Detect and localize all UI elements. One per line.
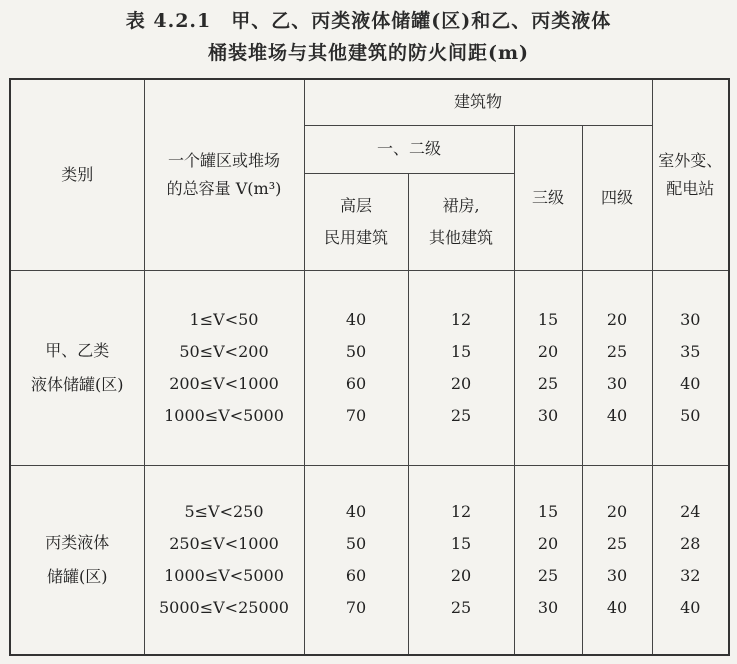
header-substation-line1: 室外变、 (658, 150, 723, 170)
header-podium-line1: 裙房, (442, 195, 480, 215)
table-caption-line2: 桶装堆场与其他建筑的防火间距(m) (207, 42, 530, 64)
range-value: 50≤V<200 (179, 341, 269, 361)
grade3-value: 15 (537, 309, 559, 329)
high-rise-value: 50 (345, 341, 367, 361)
category-line1: 甲、乙类 (45, 340, 110, 360)
grade4-cell (582, 270, 652, 465)
high-rise-value: 50 (345, 533, 367, 553)
header-category: 类别 (10, 79, 144, 270)
substation-value: 40 (680, 373, 701, 393)
podium-value: 20 (450, 565, 472, 585)
podium-cell (408, 465, 514, 655)
grade4-value: 30 (606, 565, 628, 585)
category-line1: 丙类液体 (45, 532, 110, 552)
high-rise-value: 60 (345, 373, 367, 393)
fire-distance-table (9, 78, 730, 656)
table-row-group-2 (10, 465, 729, 655)
substation-cell (652, 270, 729, 465)
grade3-value: 25 (537, 373, 559, 393)
podium-value: 25 (450, 405, 472, 425)
grade3-value: 30 (537, 597, 559, 617)
table-caption-line1: 表 4.2.1 甲、乙、丙类液体储罐(区)和乙、丙类液体 (125, 10, 612, 32)
grade3-value: 25 (537, 565, 559, 585)
range-value: 1000≤V<5000 (164, 405, 284, 425)
high-rise-cell (304, 270, 408, 465)
header-podium-line2: 其他建筑 (428, 227, 493, 247)
header-grade12: 一、二级 (304, 125, 514, 173)
header-capacity-line1: 一个罐区或堆场 (167, 150, 280, 170)
grade4-value: 25 (606, 533, 628, 553)
range-value: 5≤V<250 (184, 501, 264, 521)
high-rise-value: 40 (345, 309, 367, 329)
substation-value: 32 (680, 565, 701, 585)
high-rise-value: 40 (345, 501, 367, 521)
grade4-value: 20 (606, 501, 628, 521)
header-grade3: 三级 (514, 125, 582, 270)
range-cell (144, 465, 304, 655)
header-high-rise-line2: 民用建筑 (323, 227, 388, 247)
substation-value: 35 (680, 341, 701, 361)
range-value: 1≤V<50 (189, 309, 259, 329)
header-building: 建筑物 (304, 79, 652, 125)
substation-value: 28 (680, 533, 701, 553)
podium-value: 12 (450, 309, 472, 329)
range-cell (144, 270, 304, 465)
header-high-rise (304, 173, 408, 270)
grade3-cell (514, 270, 582, 465)
podium-value: 20 (450, 373, 472, 393)
header-substation (652, 79, 729, 270)
range-value: 250≤V<1000 (169, 533, 279, 553)
range-value: 5000≤V<25000 (159, 597, 289, 617)
grade4-value: 30 (606, 373, 628, 393)
substation-value: 30 (680, 309, 701, 329)
grade3-cell (514, 465, 582, 655)
header-substation-line2: 配电站 (666, 178, 715, 198)
grade4-value: 40 (606, 597, 628, 617)
grade3-value: 30 (537, 405, 559, 425)
grade3-value: 15 (537, 501, 559, 521)
grade4-value: 25 (606, 341, 628, 361)
podium-cell (408, 270, 514, 465)
podium-value: 15 (450, 533, 472, 553)
grade3-value: 20 (537, 533, 559, 553)
grade4-cell (582, 465, 652, 655)
table-row-group-1 (10, 270, 729, 465)
substation-value: 40 (680, 597, 701, 617)
category-line2: 储罐(区) (47, 566, 108, 586)
header-capacity (144, 79, 304, 270)
podium-value: 15 (450, 341, 472, 361)
high-rise-value: 60 (345, 565, 367, 585)
substation-value: 24 (680, 501, 701, 521)
substation-cell (652, 465, 729, 655)
category-cell (10, 270, 144, 465)
header-capacity-line2: 的总容量 V(m³) (166, 178, 282, 198)
range-value: 200≤V<1000 (169, 373, 279, 393)
high-rise-value: 70 (345, 597, 367, 617)
grade3-value: 20 (537, 341, 559, 361)
podium-value: 25 (450, 597, 472, 617)
header-high-rise-line1: 高层 (339, 195, 372, 215)
substation-value: 50 (680, 405, 701, 425)
high-rise-cell (304, 465, 408, 655)
range-value: 1000≤V<5000 (164, 565, 284, 585)
grade4-value: 20 (606, 309, 628, 329)
podium-value: 12 (450, 501, 472, 521)
category-cell (10, 465, 144, 655)
category-line2: 液体储罐(区) (31, 374, 124, 394)
header-grade4: 四级 (582, 125, 652, 270)
header-podium (408, 173, 514, 270)
high-rise-value: 70 (345, 405, 367, 425)
grade4-value: 40 (606, 405, 628, 425)
